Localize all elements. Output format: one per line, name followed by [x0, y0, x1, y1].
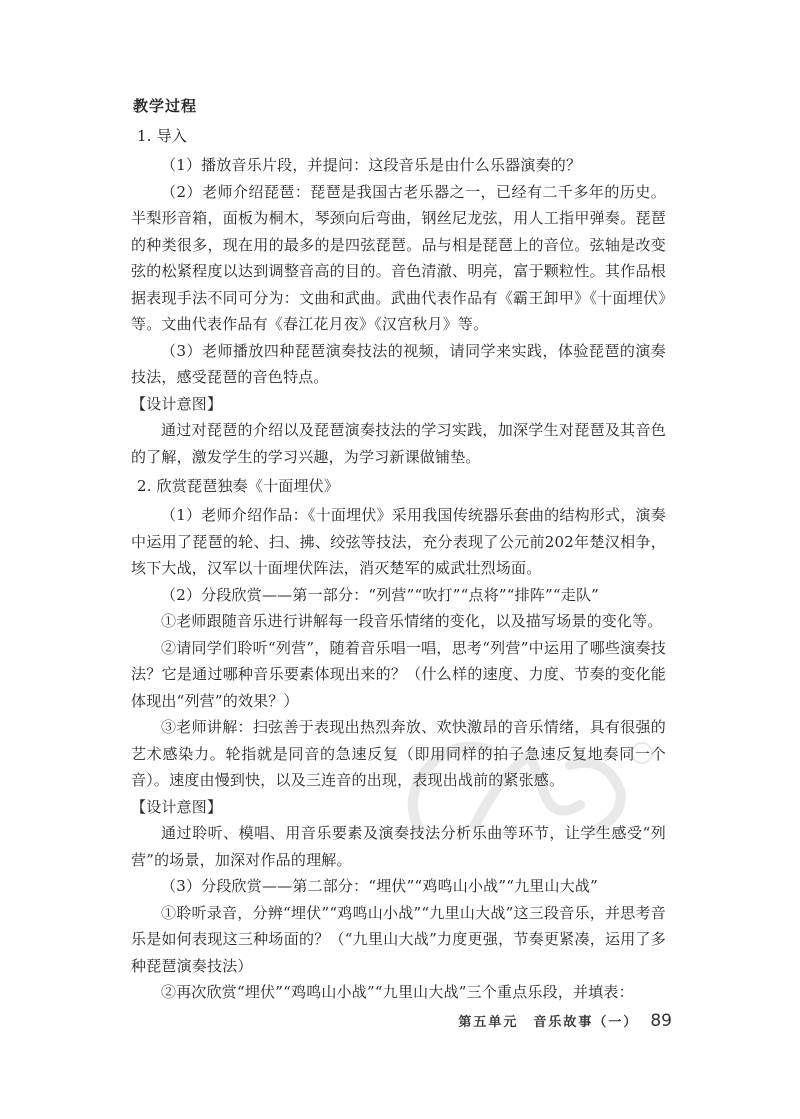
paragraph: （1）老师介绍作品：《十面埋伏》采用我国传统器乐套曲的结构形式，演奏中运用了琵琶的轮、扫、拂、绞弦等技法，充分表现了公元前202年楚汉相争，垓下大战，汉军以十面埋伏阵法，消灭楚军的威武壮烈场面。 — [131, 506, 666, 577]
design-intent-label: 【设计意图】 — [131, 394, 223, 413]
paragraph: ②请同学们聆听“列营”，随着音乐唱一唱，思考“列营”中运用了哪些演奏技法？它是通过哪种音乐要素体现出来的？（什么样的速度、力度、节奏的变化能体现出“列营”的效果？） — [131, 638, 666, 710]
page-number: 89 — [650, 1011, 672, 1031]
paragraph: 通过对琵琶的介绍以及琵琶演奏技法的学习实践，加深学生对琵琶及其音色的了解，激发学生的学习兴趣，为学习新课做铺垫。 — [131, 421, 666, 466]
paragraph: （2）分段欣赏——第一部分：“列营”“吹打”“点将”“排阵”“走队” — [161, 585, 600, 604]
page-footer — [458, 1011, 672, 1031]
subsection-heading: 1. 导入 — [137, 127, 188, 145]
paragraph: ③老师讲解：扫弦善于表现出热烈奔放、欢快激昂的音乐情绪，具有很强的艺术感染力。轮指就是同音的急速反复（即用同样的拍子急速反复地奏同一个音）。速度由慢到快，以及三连音的出现，表现出战前的紧张感。 — [131, 718, 666, 789]
paragraph: 通过聆听、模唱、用音乐要素及演奏技法分析乐曲等环节，让学生感受“列营”的场景，加深对作品的理解。 — [131, 824, 666, 869]
design-intent-label: 【设计意图】 — [131, 797, 223, 816]
paragraph: （1）播放音乐片段，并提问：这段音乐是由什么乐器演奏的？ — [161, 156, 582, 174]
running-head: 第五单元 音乐故事（一） — [458, 1015, 639, 1030]
paragraph: （2）老师介绍琵琶：琵琶是我国古老乐器之一，已经有二千多年的历史。半梨形音箱，面板为桐木，琴颈向后弯曲，钢丝尼龙弦，用人工指甲弹奏。琵琶的种类很多，现在用的最多的是四弦琵琶。品与相是琵琶上的音位。弦轴是改变弦的松紧程度以达到调整音高的目的。音色清澈、明亮，富于颗粒性。其作品根据表现手法不同可分为：文曲和武曲。武曲代表作品有《霸王卸甲》《十面埋伏》等。文曲代表作品有《春江花月夜》《汉宫秋月》等。 — [131, 182, 666, 333]
paragraph: （3）老师播放四种琵琶演奏技法的视频，请同学来实践，体验琵琶的演奏技法，感受琵琶的音色特点。 — [131, 341, 666, 386]
subsection-heading: 2. 欣赏琵琶独奏《十面埋伏》 — [137, 477, 340, 495]
paragraph-list — [131, 122, 666, 1006]
paragraph: ①老师跟随音乐进行讲解每一段音乐情绪的变化，以及描写场景的变化等。 — [161, 612, 663, 630]
paragraph: ②再次欣赏“埋伏”“鸡鸣山小战”“九里山大战”三个重点乐段，并填表： — [161, 983, 634, 1001]
paragraph: （3）分段欣赏——第二部分：“埋伏”“鸡鸣山小战”“九里山大战” — [161, 877, 598, 895]
section-heading: 教学过程 — [133, 97, 198, 115]
paragraph: ①聆听录音，分辨“埋伏”“鸡鸣山小战”“九里山大战”这三段音乐，并思考音乐是如何表现这三种场面的？（“九里山大战”力度更强，节奏更紧凑，运用了多种琵琶演奏技法） — [131, 903, 666, 975]
page-body — [131, 92, 666, 1006]
